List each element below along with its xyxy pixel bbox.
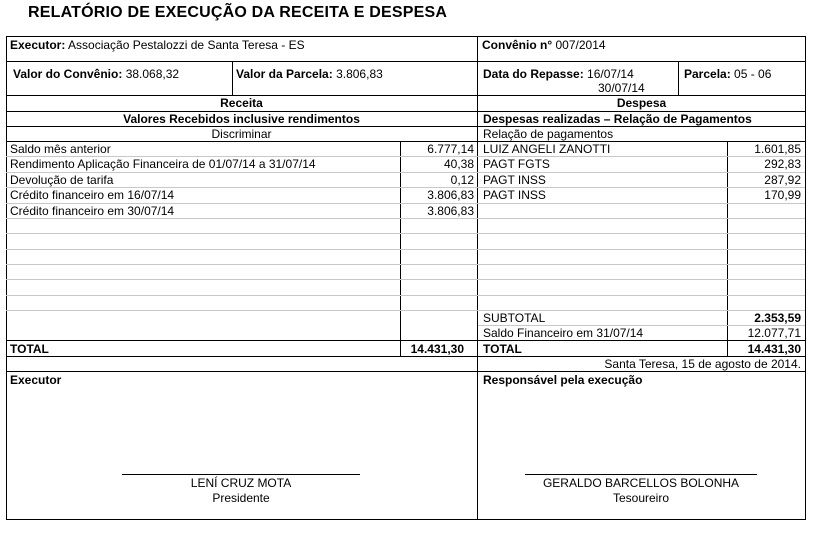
parcela-label: Parcela: — [684, 67, 731, 81]
despesa-row-value: 287,92 — [764, 173, 801, 187]
receita-row-value: 40,38 — [443, 157, 474, 171]
receita-row-desc: Devolução de tarifa — [10, 173, 114, 187]
executor-value: Associação Pestalozzi de Santa Teresa - ES — [68, 38, 305, 52]
receita-row-value: 0,12 — [450, 173, 474, 187]
receita-total-value: 14.431,30 — [410, 342, 464, 356]
receita-row-desc: Rendimento Aplicação Financeira de 01/07/14 a 31/07/14 — [10, 157, 316, 171]
responsavel-role: Tesoureiro — [612, 491, 670, 505]
valor-convenio-label: Valor do Convênio: — [13, 67, 123, 81]
saldo-label: Saldo Financeiro em 31/07/14 — [483, 326, 644, 340]
despesa-row-value: 1.601,85 — [754, 142, 801, 156]
data-repasse-value-2: 30/07/14 — [598, 81, 645, 95]
data-repasse-value-1: 16/07/14 — [587, 67, 634, 81]
parcela — [684, 67, 771, 81]
receita-row-value: 3.806,83 — [427, 188, 474, 202]
receita-row-value: 3.806,83 — [427, 204, 474, 218]
responsavel-name: GERALDO BARCELLOS BOLONHA — [542, 476, 740, 490]
executor-label: Executor: — [10, 38, 66, 52]
receita-row-desc: Saldo mês anterior — [10, 142, 111, 156]
despesa-subheading: Despesas realizadas – Relação de Pagamentos — [483, 112, 752, 126]
despesa-row-value: 292,83 — [764, 157, 801, 171]
subtotal-label: SUBTOTAL — [483, 311, 546, 325]
subtotal-value: 2.353,59 — [754, 311, 801, 325]
receita-heading: Receita — [220, 96, 263, 110]
despesa-row-desc: PAGT INSS — [483, 173, 546, 187]
executor-name: LENÍ CRUZ MOTA — [190, 476, 292, 490]
receita-subheading: Valores Recebidos inclusive rendimentos — [123, 112, 360, 126]
executor-role: Presidente — [212, 491, 270, 505]
receita-column-label: Discriminar — [211, 127, 272, 141]
executor-header — [10, 38, 305, 52]
data-repasse — [483, 67, 634, 81]
valor-parcela-label: Valor da Parcela: — [236, 67, 333, 81]
despesa-row-desc: PAGT INSS — [483, 188, 546, 202]
signature-line-left — [122, 474, 360, 475]
data-repasse-label: Data do Repasse: — [483, 67, 584, 81]
despesa-total-value: 14.431,30 — [747, 342, 801, 356]
receita-row-desc: Crédito financeiro em 16/07/14 — [10, 188, 175, 202]
saldo-value: 12.077,71 — [747, 326, 801, 340]
responsavel-signature-label: Responsável pela execução — [483, 373, 643, 387]
valor-parcela — [236, 67, 383, 81]
receita-row-desc: Crédito financeiro em 30/07/14 — [10, 204, 175, 218]
convenio-value: 007/2014 — [555, 38, 606, 52]
executor-signature-label: Executor — [10, 373, 62, 387]
receita-row-value: 6.777,14 — [427, 142, 474, 156]
place-date: Santa Teresa, 15 de agosto de 2014. — [604, 357, 801, 371]
valor-convenio — [13, 67, 179, 81]
convenio-header — [482, 38, 606, 52]
despesa-row-desc: LUIZ ANGELI ZANOTTI — [483, 142, 611, 156]
parcela-value: 05 - 06 — [734, 67, 772, 81]
despesa-heading: Despesa — [616, 96, 667, 110]
despesa-row-value: 170,99 — [764, 188, 801, 202]
valor-convenio-value: 38.068,32 — [125, 67, 180, 81]
despesa-column-label: Relação de pagamentos — [483, 127, 614, 141]
report-title: RELATÓRIO DE EXECUÇÃO DA RECEITA E DESPESA — [28, 4, 448, 21]
signature-line-right — [525, 474, 757, 475]
despesa-row-desc: PAGT FGTS — [483, 157, 550, 171]
receita-total-label: TOTAL — [10, 342, 49, 356]
valor-parcela-value: 3.806,83 — [336, 67, 383, 81]
despesa-total-label: TOTAL — [483, 342, 522, 356]
convenio-label: Convênio n° — [482, 38, 553, 52]
